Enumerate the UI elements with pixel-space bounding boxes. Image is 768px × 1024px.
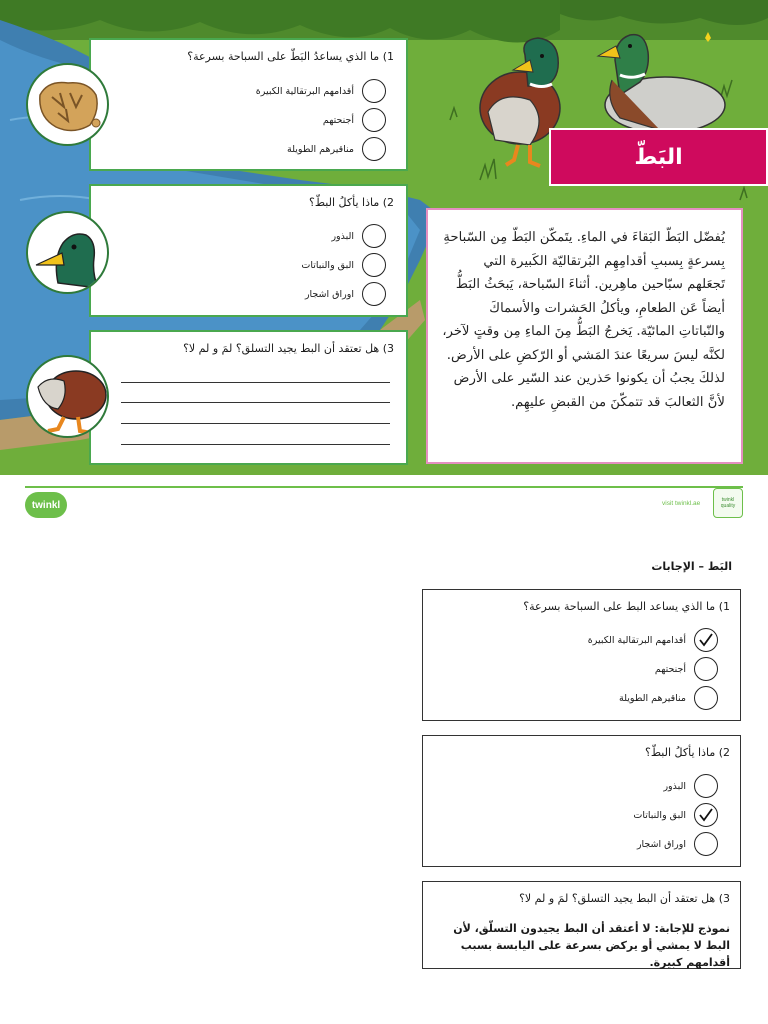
question-3-text: 3) هل تعتقد أن البط يجيد التسلق؟ لمَ و لم لا؟: [183, 342, 394, 355]
q2-option-1[interactable]: [331, 224, 386, 248]
duck-feet-badge: [26, 63, 109, 146]
q2-option-2[interactable]: [301, 253, 386, 277]
q2-option-2-label: البق والنباتات: [301, 259, 354, 271]
question-2-text: 2) ماذا يأكلُ البطّ؟: [309, 196, 394, 209]
duck-feet-icon: [28, 65, 109, 146]
checkmark-icon[interactable]: [694, 628, 718, 652]
a1-option-3[interactable]: [619, 686, 718, 710]
reading-passage: يُفضّل البَطّ البَقاءَ في الماءِ. يتَمكّن البَطّ مِن السّباحةِ بِسرعةٍ بِسببِ أقدامِهِم البُرتقاليّة الكَبيرة التي تَجعَلهم سبّاحين ماهِرين. أثناءَ السّباحة، يَبحَثُ البَطُّ أيضاً عَن الطعامِ، ويأكلُ الحَشرات والأسماكَ والنّباتاتِ المائيّة. يَخرجُ البَطُّ مِنَ الماءِ مِن وقتٍ لآخر، لكنَّه ليسَ سريعًا عندَ المَشي أو الرّكضِ على الأرض. لذلكَ يجبُ أن يكونوا حَذرين عند السّير على الأرض لأنَّ الثعالبَ قد تتمكّنَ من القبضِ عليهِم.: [426, 208, 743, 464]
question-3-card: [89, 330, 408, 465]
q1-option-1-label: أقدامهم البرتقالية الكبيرة: [255, 85, 354, 97]
answer-1-question: 1) ما الذي يساعد البط على السباحة بسرعة؟: [523, 600, 730, 613]
a1-option-1-label: أقدامهم البرتقالية الكبيرة: [587, 634, 686, 646]
radio-icon[interactable]: [694, 774, 718, 798]
radio-icon[interactable]: [362, 282, 386, 306]
q1-option-3[interactable]: [287, 137, 386, 161]
a2-option-1[interactable]: [663, 774, 718, 798]
answer-line[interactable]: [121, 402, 390, 403]
quality-seal-text: twinkl quality: [720, 497, 736, 509]
answers-title: البَط – الإجابات: [651, 560, 732, 573]
answer-3-card: [422, 881, 741, 969]
a2-option-2[interactable]: [633, 803, 718, 827]
a2-option-3[interactable]: [637, 832, 718, 856]
a2-option-2-label: البق والنباتات: [633, 809, 686, 821]
answer-line[interactable]: [121, 444, 390, 445]
radio-icon[interactable]: [362, 108, 386, 132]
radio-icon[interactable]: [362, 253, 386, 277]
duck-body-icon: [28, 357, 109, 438]
radio-icon[interactable]: [362, 137, 386, 161]
q2-option-3-label: اوراق اشجار: [304, 288, 354, 300]
duck-body-badge: [26, 355, 109, 438]
radio-icon[interactable]: [694, 832, 718, 856]
answer-2-question: 2) ماذا يأكلُ البطّ؟: [645, 746, 730, 759]
a1-option-1[interactable]: [588, 628, 718, 652]
radio-icon[interactable]: [362, 224, 386, 248]
question-1-card: [89, 38, 408, 171]
q1-option-1[interactable]: [256, 79, 386, 103]
question-1-text: 1) ما الذي يساعدُ البَطّ على السباحة بسرعة؟: [187, 50, 394, 63]
a1-option-2-label: أجنحتهم: [654, 663, 686, 675]
checkmark-icon[interactable]: [694, 803, 718, 827]
worksheet-title: البَطّ: [549, 128, 768, 186]
duck-head-icon: [28, 213, 109, 294]
radio-icon[interactable]: [694, 657, 718, 681]
twinkl-logo[interactable]: twinkl: [25, 492, 67, 518]
answer-2-card: [422, 735, 741, 867]
answer-1-card: [422, 589, 741, 721]
visit-link[interactable]: visit twinkl.ae: [662, 500, 701, 507]
q1-option-3-label: مناقيرهم الطويلة: [287, 143, 354, 155]
a1-option-2[interactable]: [655, 657, 718, 681]
question-2-card: [89, 184, 408, 317]
q2-option-1-label: البذور: [331, 230, 354, 242]
q1-option-2[interactable]: [323, 108, 386, 132]
answer-line[interactable]: [121, 423, 390, 424]
model-answer: نموذج للإجابة: لا أعتقد أن البط يجيدون التسلّق، لأن البط لا يمشي أو يركض بسرعة على اليابسة بسبب أقدامهم كبيرة.: [453, 922, 730, 969]
quality-seal-icon: [713, 488, 743, 518]
a2-option-1-label: البذور: [663, 780, 686, 792]
duck-head-badge: [26, 211, 109, 294]
a1-option-3-label: مناقيرهم الطويلة: [619, 692, 686, 704]
q1-option-2-label: أجنحتهم: [322, 114, 354, 126]
radio-icon[interactable]: [694, 686, 718, 710]
q2-option-3[interactable]: [305, 282, 386, 306]
answer-3-question: 3) هل تعتقد أن البط يجيد التسلق؟ لمَ و لم لا؟: [519, 892, 730, 905]
a2-option-3-label: اوراق اشجار: [636, 838, 686, 850]
footer-divider: [25, 486, 743, 488]
answer-line[interactable]: [121, 382, 390, 383]
radio-icon[interactable]: [362, 79, 386, 103]
